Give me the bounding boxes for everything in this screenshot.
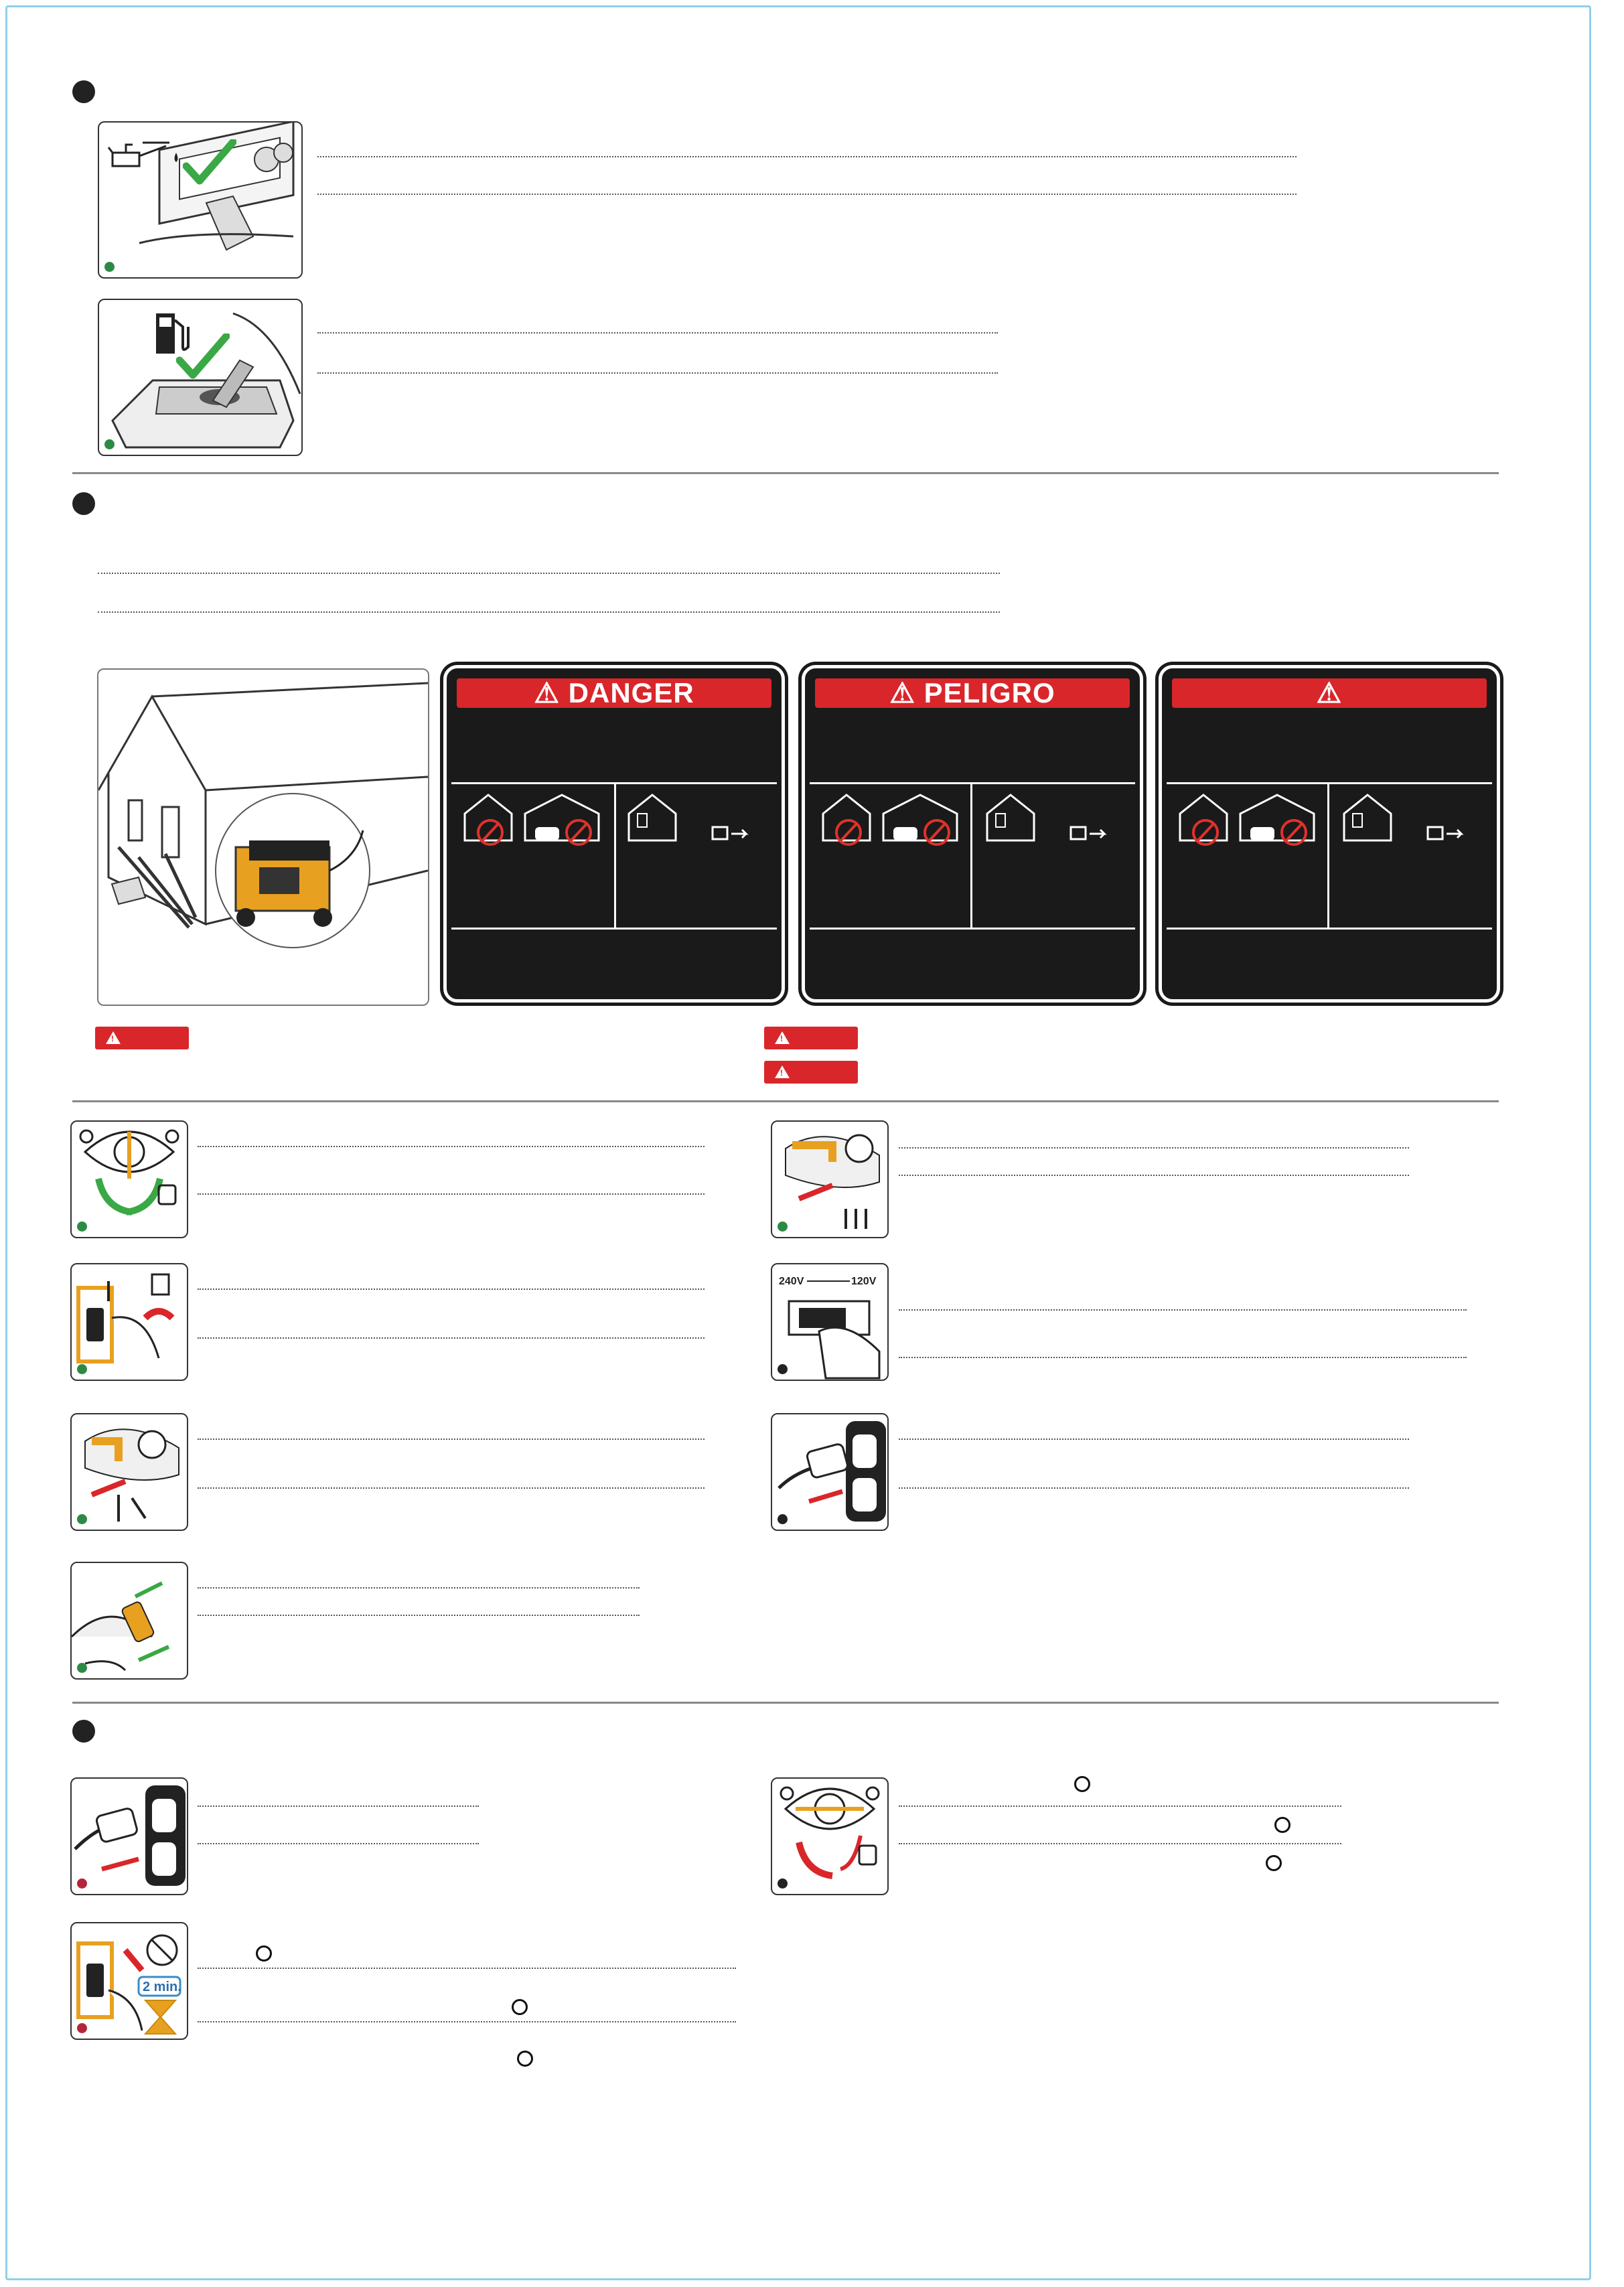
warning-tag (764, 1061, 858, 1084)
label-heading-band (815, 678, 1130, 708)
timer-label: 2 min. (143, 1980, 181, 1994)
text-line (198, 1487, 705, 1489)
step-number-3 (778, 1878, 788, 1889)
section-bullet-1 (72, 80, 95, 103)
text-line (899, 1357, 1467, 1358)
check-mark-icon (176, 334, 230, 380)
label-heading: PELIGRO (924, 677, 1055, 709)
house-generator-illustration (97, 668, 429, 1006)
circled-number-marker (517, 2051, 533, 2067)
text-line (317, 194, 1297, 195)
danger-label-spanish (805, 668, 1140, 999)
text-line (198, 1805, 479, 1807)
step-card-choke-close (70, 1413, 188, 1531)
step-card-engine-switch-on (70, 1263, 188, 1381)
text-line (899, 1438, 1409, 1440)
warning-triangle-icon (775, 1031, 790, 1044)
step-card-plug-in (771, 1413, 889, 1531)
step-number-6 (77, 1663, 87, 1673)
step-number-1 (77, 1878, 87, 1889)
section-divider (72, 1100, 1499, 1102)
step-number-5 (77, 1514, 87, 1524)
text-line (317, 156, 1297, 157)
step-card-engine-off (70, 1922, 188, 2040)
warning-triangle-icon: ⚠ (534, 677, 569, 709)
step-number-3 (77, 1222, 87, 1232)
oil-can-icon (106, 129, 186, 169)
circled-number-marker (1266, 1855, 1282, 1871)
section-bullet-3 (72, 1720, 95, 1743)
text-line (899, 1309, 1467, 1311)
danger-label-english (447, 668, 782, 999)
text-line (198, 1288, 705, 1290)
text-line (198, 1615, 640, 1616)
text-line (198, 1968, 736, 1969)
text-line (198, 1146, 705, 1147)
text-line (198, 1843, 479, 1844)
text-line (98, 611, 1000, 613)
step-card-recoil-start (70, 1562, 188, 1680)
text-line (899, 1175, 1409, 1176)
step-number-4 (77, 1364, 87, 1374)
text-line (198, 1587, 640, 1589)
warning-tag (95, 1027, 189, 1049)
voltage-left-label: 240V (779, 1276, 804, 1287)
circled-number-marker (1074, 1776, 1090, 1792)
step-number-1 (104, 262, 115, 272)
warning-triangle-icon: ⚠ (889, 677, 924, 709)
check-mark-icon (183, 139, 236, 186)
text-line (198, 1193, 705, 1195)
no-indoor-use-icons (1167, 787, 1492, 867)
circled-number-marker (512, 1999, 528, 2015)
text-line (899, 1487, 1409, 1489)
text-line (198, 1337, 705, 1339)
no-indoor-use-icons (451, 787, 777, 867)
label-heading-band (457, 678, 771, 708)
circled-number-marker (1274, 1817, 1290, 1833)
warning-triangle-icon (775, 1065, 790, 1078)
step-card-fuel-valve (70, 1120, 188, 1238)
warning-triangle-icon (106, 1031, 121, 1044)
no-indoor-use-icons (810, 787, 1135, 867)
step-number-2 (104, 439, 115, 449)
label-heading-band (1172, 678, 1487, 708)
text-line (198, 2021, 736, 2022)
step-card-oil (98, 121, 303, 279)
circled-number-marker (256, 1945, 272, 1962)
text-line (899, 1805, 1341, 1807)
warning-tag (764, 1027, 858, 1049)
step-number-7 (778, 1222, 788, 1232)
step-card-voltage-switch (771, 1263, 889, 1381)
section-divider (72, 1702, 1499, 1704)
step-number-9 (778, 1514, 788, 1524)
text-line (317, 372, 998, 374)
step-card-fuel (98, 299, 303, 456)
step-number-2 (77, 2023, 87, 2033)
text-line (899, 1147, 1409, 1149)
step-card-fuel-valve-off (771, 1777, 889, 1895)
voltage-right-label: 120V (851, 1276, 877, 1287)
label-heading: DANGER (568, 677, 694, 709)
text-line (899, 1843, 1341, 1844)
text-line (317, 332, 998, 334)
section-divider (72, 472, 1499, 474)
step-card-unplug (70, 1777, 188, 1895)
section-bullet-2 (72, 492, 95, 515)
step-card-choke-open (771, 1120, 889, 1238)
danger-label-third (1162, 668, 1497, 999)
warning-triangle-icon: ⚠ (1316, 677, 1343, 709)
text-line (198, 1438, 705, 1440)
step-number-8 (778, 1364, 788, 1374)
text-line (98, 573, 1000, 574)
